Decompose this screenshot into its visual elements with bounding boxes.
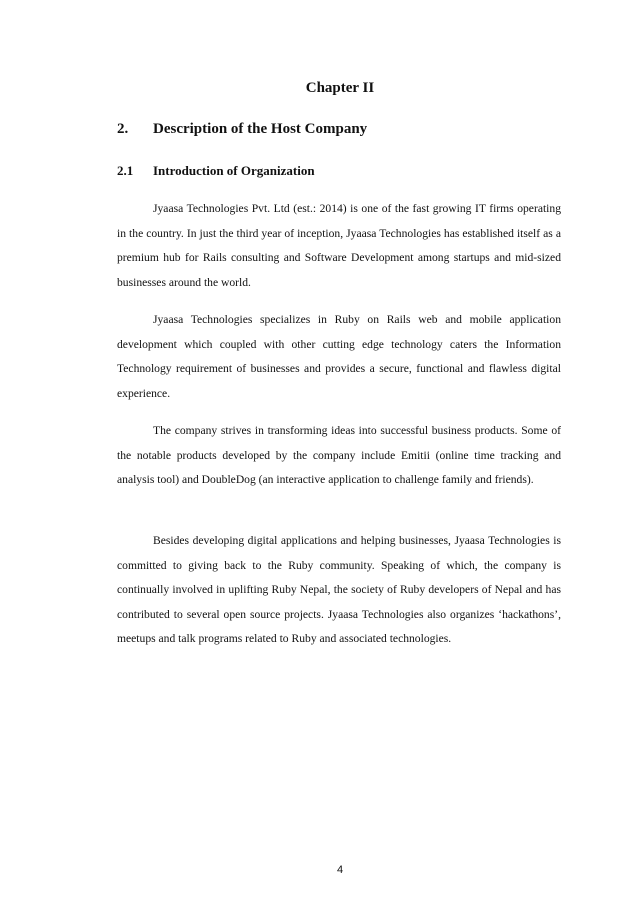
section-title: Description of the Host Company — [153, 121, 368, 137]
subsection-number: 2.1 — [117, 163, 134, 178]
paragraph-products: The company strives in transforming ideas into successful business products. Some of the notable products developed by the company include Emitii (online time tracking and analysis tool) and DoubleDog (an interactive application to challenge family and friends). — [117, 424, 561, 487]
paragraph-specialization: Jyaasa Technologies specializes in Ruby on Rails web and mobile application development which coupled with other cutting edge technology caters the Information Technology requirement of businesses and provides a secure, functional and flawless digital experience. — [117, 313, 561, 400]
paragraph-intro: Jyaasa Technologies Pvt. Ltd (est.: 2014) is one of the fast growing IT firms operating in the country. In just the third year of inception, Jyaasa Technologies has established itself as a premium hub for Rails consulting and Software Development among startups and mid-sized businesses around the world. — [117, 202, 561, 289]
subsection-heading — [117, 162, 315, 180]
paragraph-community: Besides developing digital applications and helping businesses, Jyaasa Technologies is committed to giving back to the Ruby community. Speaking of which, the company is continually involved in uplifting Ruby Nepal, the society of Ruby developers of Nepal and has contributed to several open source projects. Jyaasa Technologies also organizes ‘hackathons’, meetups and talk programs related to Ruby and associated technologies. — [117, 534, 561, 646]
subsection-title: Introduction of Organization — [153, 163, 315, 178]
section-heading — [117, 119, 367, 139]
page-number: 4 — [336, 864, 344, 876]
section-number: 2. — [117, 121, 129, 137]
chapter-title: Chapter II — [305, 80, 375, 96]
